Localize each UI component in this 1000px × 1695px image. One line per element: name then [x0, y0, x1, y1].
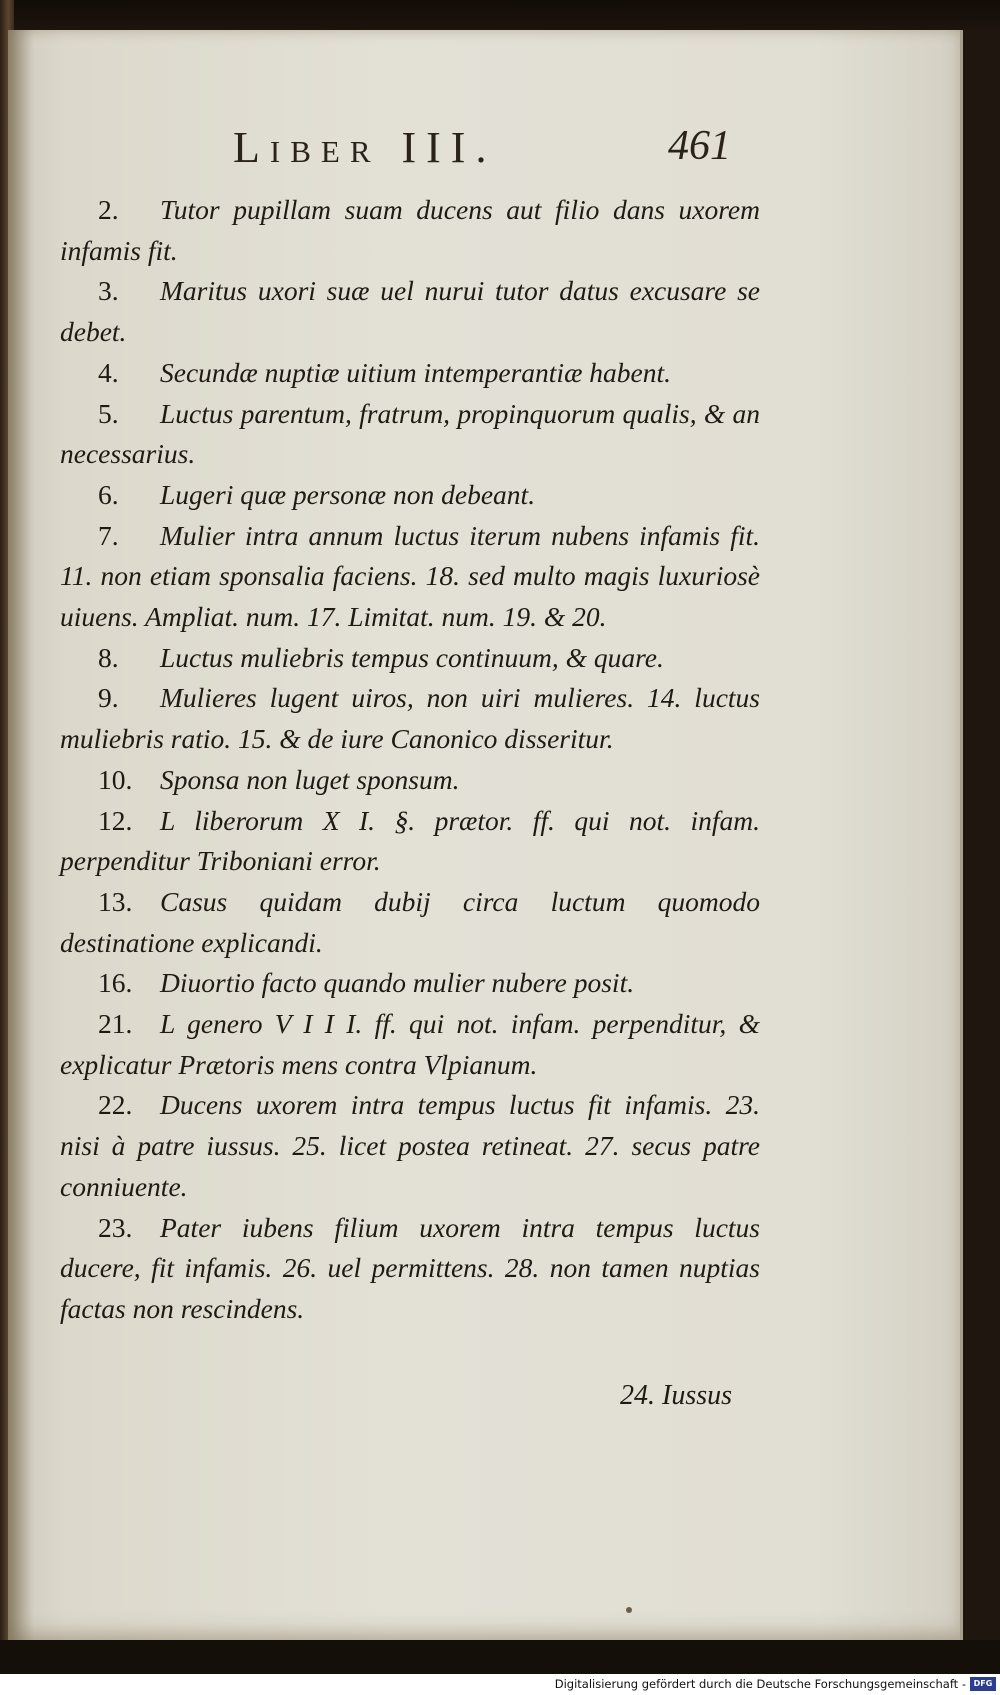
- index-entry: [60, 1004, 760, 1085]
- index-entry: [60, 801, 760, 882]
- entry-number: 7.: [98, 519, 119, 551]
- index-entry: [60, 1085, 760, 1207]
- entry-number: 8.: [98, 641, 119, 673]
- index-entry: [60, 963, 760, 1004]
- entry-number: 2.: [98, 194, 119, 225]
- page-number: 461: [668, 123, 731, 169]
- entry-number: 21.: [98, 1008, 133, 1040]
- entry-text: Mulier intra annum luctus iterum nubens infamis fit. 11. non etiam sponsalia faciens. 18. sed multo magis luxuriosè uiuens. Ampliat. num. 17. Limitat. num. 19. & 20.: [60, 519, 760, 633]
- scan-top-background: [0, 0, 1000, 30]
- ink-spot: [626, 1607, 632, 1613]
- index-entry: [60, 1208, 760, 1330]
- index-entry: [60, 882, 760, 963]
- index-entry: [60, 394, 760, 475]
- index-entry: [60, 638, 760, 679]
- entry-text: Casus quidam dubij circa luctum quomodo destinatione explicandi.: [60, 885, 760, 958]
- page-header: [8, 122, 960, 182]
- index-entries: [60, 190, 760, 1330]
- index-entry: [60, 760, 760, 801]
- dfg-logo: DFG: [970, 1677, 996, 1691]
- entry-number: 22.: [98, 1089, 133, 1121]
- entry-text: Luctus muliebris tempus continuum, & quare.: [160, 641, 664, 673]
- entry-text: Pater iubens filium uxorem intra tempus luctus ducere, fit infamis. 26. uel permittens. 28. non tamen nuptias factas non rescindens.: [60, 1211, 760, 1324]
- entry-number: 16.: [98, 967, 133, 999]
- page-gutter-shadow: [8, 30, 34, 1640]
- index-entry: [60, 516, 760, 638]
- entry-number: 4.: [98, 356, 119, 388]
- entry-text: Secundæ nuptiæ uitium intemperantiæ habent.: [160, 356, 672, 388]
- entry-number: 10.: [98, 763, 133, 795]
- entry-text: Mulieres lugent uiros, non uiri mulieres. 14. luctus muliebris ratio. 15. & de iure Canonico disseritur.: [60, 682, 760, 755]
- entry-text: Maritus uxori suæ uel nurui tutor datus excusare se debet.: [60, 275, 760, 348]
- footer-credit: Digitalisierung gefördert durch die Deutsche Forschungsgemeinschaft -: [554, 1677, 966, 1691]
- index-entry: [60, 678, 760, 759]
- index-entry: [60, 190, 760, 271]
- entry-number: 13.: [98, 885, 133, 917]
- book-page: [8, 30, 963, 1640]
- entry-number: 9.: [98, 682, 119, 714]
- entry-text: Lugeri quæ personæ non debeant.: [160, 478, 536, 510]
- entry-number: 5.: [98, 397, 119, 429]
- scan-bottom-background: [0, 1640, 1000, 1674]
- digitization-footer: [0, 1674, 1000, 1695]
- index-entry: [60, 475, 760, 516]
- entry-text: L liberorum X I. §. prætor. ff. qui not. infam. perpenditur Triboniani error.: [60, 804, 760, 877]
- entry-text: Sponsa non luget sponsum.: [160, 763, 460, 795]
- index-entry: [60, 271, 760, 352]
- running-head: Liber III.: [233, 123, 497, 172]
- entry-text: Ducens uxorem intra tempus luctus fit infamis. 23. nisi à patre iussus. 25. licet postea retineat. 27. secus patre conniuente.: [60, 1089, 760, 1202]
- entry-text: L genero V I I I. ff. qui not. infam. perpenditur, & explicatur Prætoris mens contra Vlpianum.: [60, 1008, 760, 1080]
- entry-number: 6.: [98, 478, 119, 510]
- entry-number: 12.: [98, 804, 133, 836]
- catchword: 24. Iussus: [620, 1380, 733, 1411]
- index-entry: [60, 353, 760, 394]
- entry-text: Luctus parentum, fratrum, propinquorum qualis, & an necessarius.: [60, 397, 760, 470]
- entry-text: Tutor pupillam suam ducens aut filio dans uxorem infamis fit.: [60, 194, 760, 266]
- entry-text: Diuortio facto quando mulier nubere posit.: [160, 967, 635, 999]
- entry-number: 3.: [98, 275, 119, 307]
- entry-number: 23.: [98, 1211, 133, 1243]
